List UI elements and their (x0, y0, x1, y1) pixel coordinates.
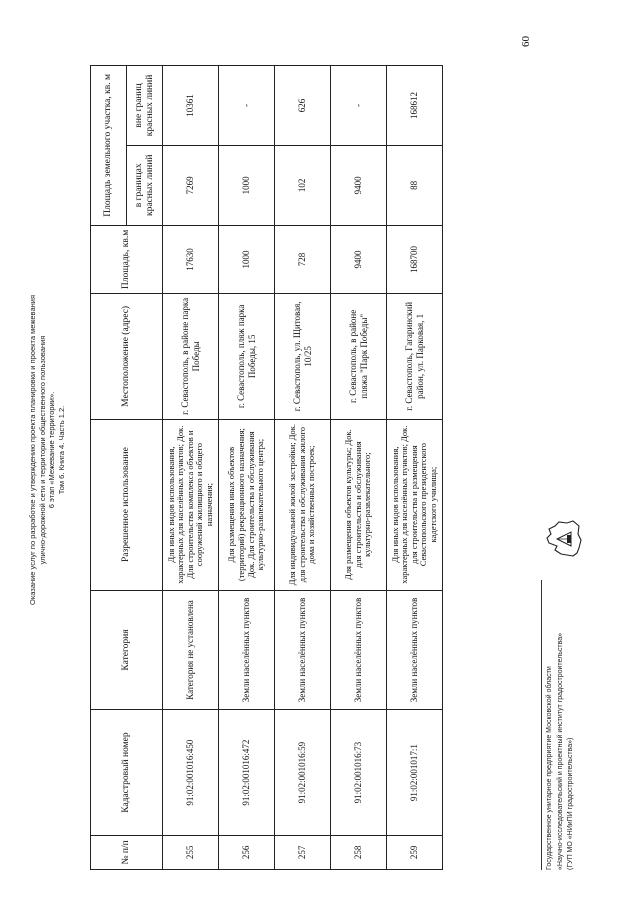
cell-location: г. Севастополь, в районе парка Победы (163, 294, 219, 419)
header-outside: вне границ красных линий (127, 66, 163, 146)
cell-category: Земли населённых пунктов (387, 590, 443, 710)
footer-text (545, 633, 577, 870)
cell-within: 88 (387, 145, 443, 225)
header-location: Местоположение (адрес) (91, 294, 163, 419)
header-area: Площадь, кв.м (91, 225, 163, 293)
header-num: № п/п (91, 835, 163, 869)
cell-num: 255 (163, 835, 219, 869)
cell-location: г. Севастополь, в районе пляжа "Парк Победы" (331, 294, 387, 419)
cell-cadastral: 91:02:001016:73 (331, 710, 387, 835)
cell-cadastral: 91:02:001016:472 (219, 710, 275, 835)
cell-outside: 168612 (387, 66, 443, 146)
header-line-2: улично-дорожной сети и территории общественного пользования (37, 335, 47, 565)
cell-location: г. Севастополь, ул. Щитовая, 10/25 (275, 294, 331, 419)
header-category: Категория (91, 590, 163, 710)
rotated-page (28, 30, 588, 870)
cell-cadastral: 91:02:001016:59 (275, 710, 331, 835)
header-within: в границах красных линий (127, 145, 163, 225)
cell-category: Земли населённых пунктов (219, 590, 275, 710)
cell-use: Для иных видов использования, характерных для населённых пунктов; Док. для строительства и размещения Севастопольского президентского кадетского училища; (387, 419, 443, 590)
footer-line-1: Государственное унитарное предприятие Московской области (546, 666, 553, 870)
cell-area: 9400 (331, 225, 387, 293)
cell-outside: - (331, 66, 387, 146)
cell-area: 728 (275, 225, 331, 293)
land-plots-table (90, 65, 443, 870)
cell-num: 258 (331, 835, 387, 869)
footer-line-2: «Научно-исследовательский и проектный институт градостроительства» (556, 632, 564, 870)
cell-cadastral: 91:02:001016:450 (163, 710, 219, 835)
cell-within: 1000 (219, 145, 275, 225)
table-row (163, 66, 219, 870)
cell-use: Для размещения объектов культуры; Док. для строительства и обслуживания культурно-развлекательного; (331, 419, 387, 590)
cell-cadastral: 91:02:001017:1 (387, 710, 443, 835)
document-footer (541, 30, 586, 870)
header-area-group: Площадь земельного участка, кв. м (91, 66, 127, 226)
cell-area: 168700 (387, 225, 443, 293)
cell-category: Категория не установлена (163, 590, 219, 710)
cell-use: Для размещения иных объектов (территорий) рекреационного назначения; Док. Для строительства и обслуживания культурно-развлекательного центра; (219, 419, 275, 590)
header-line-3: 6 этап «Межевание территории». (47, 391, 56, 509)
footer-divider (541, 580, 542, 870)
page-number: 60 (520, 36, 532, 47)
table-row (331, 66, 387, 870)
cell-outside: 10361 (163, 66, 219, 146)
cell-num: 257 (275, 835, 331, 869)
cell-outside: - (219, 66, 275, 146)
cell-location: г. Севастополь, Гагаринский район, ул. Парковая, 1 (387, 294, 443, 419)
cell-area: 17630 (163, 225, 219, 293)
cell-area: 1000 (219, 225, 275, 293)
header-line-4: Том 6. Книга 4. Часть 1.2. (56, 405, 66, 495)
cell-location: г. Севастополь, пляж парка Победы, 15 (219, 294, 275, 419)
document-header (28, 30, 66, 870)
cell-within: 9400 (331, 145, 387, 225)
cell-num: 256 (219, 835, 275, 869)
header-use: Разрешенное использование (91, 419, 163, 590)
table-row (387, 66, 443, 870)
cell-within: 102 (275, 145, 331, 225)
header-line-1: Оказание услуг по разработке и утверждению проекта планировки и проекта межевания (28, 294, 37, 606)
header-cadastral: Кадастровый номер (91, 710, 163, 835)
cell-outside: 626 (275, 66, 331, 146)
cell-num: 259 (387, 835, 443, 869)
cell-use: Для иных видов использования, характерных для населённых пунктов; Док. Для строительства комплекса объектов и сооружений жилищного и общего назначения; (163, 419, 219, 590)
cell-within: 7269 (163, 145, 219, 225)
cell-use: Для индивидуальной жилой застройки; Док. для строительства и обслуживания жилого дома и хозяйственных построек; (275, 419, 331, 590)
footer-line-3: (ГУП МО «НИиПИ градостроительства») (567, 737, 574, 870)
cell-category: Земли населённых пунктов (275, 590, 331, 710)
cell-category: Земли населённых пунктов (331, 590, 387, 710)
table-row (275, 66, 331, 870)
table-row (219, 66, 275, 870)
institute-logo-icon (543, 518, 583, 560)
